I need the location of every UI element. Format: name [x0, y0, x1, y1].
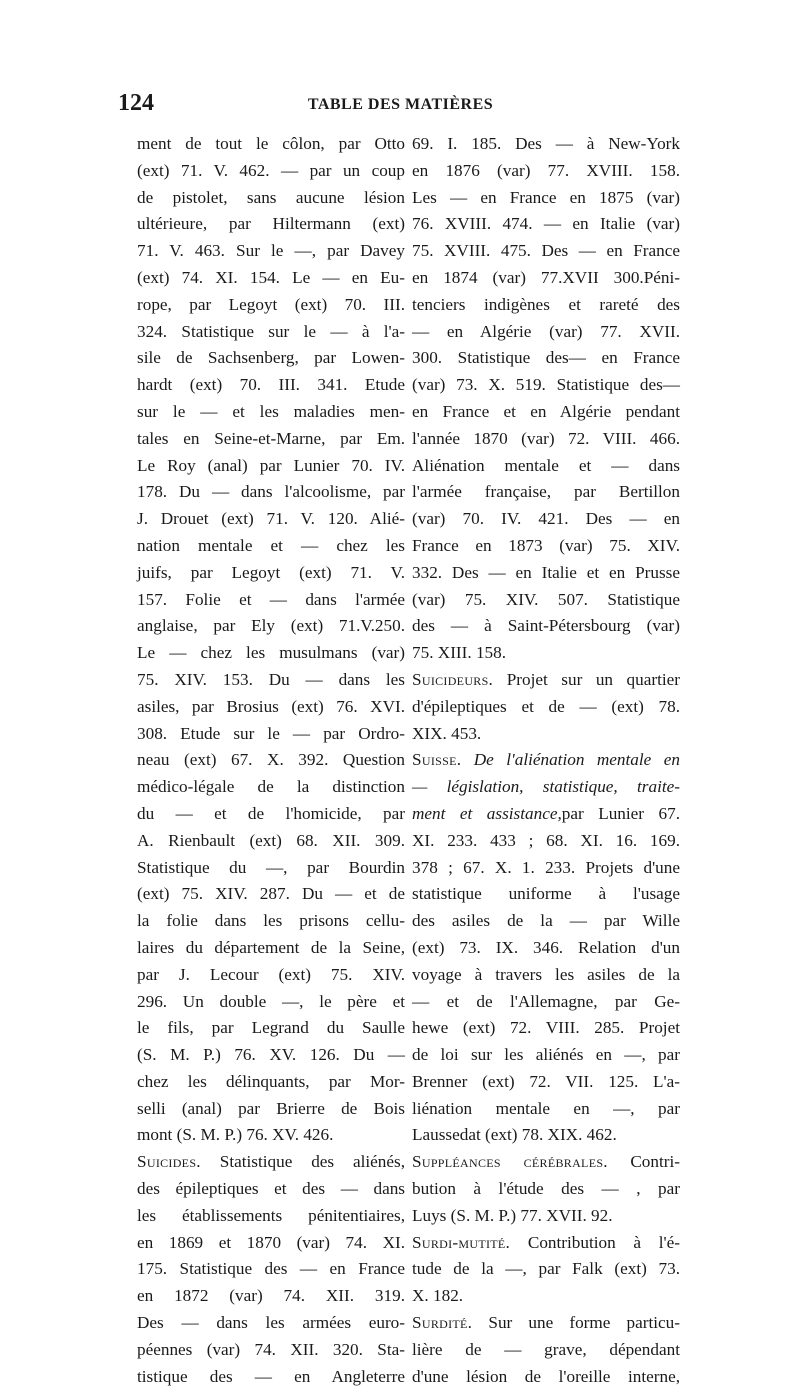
text-line: XI. 233. 433 ; 68. XI. 16. 169.	[412, 830, 680, 850]
text-line: Le Roy (anal) par Lunier 70. IV.	[137, 455, 405, 475]
text-line: du — et de l'homicide, par	[137, 803, 405, 823]
text-line: selli (anal) par Brierre de Bois	[137, 1098, 405, 1118]
text-line: les établissements pénitentiaires,	[137, 1205, 405, 1225]
text-line: bution à l'étude des — , par	[412, 1179, 680, 1199]
text-line: de loi sur les aliénés en —, par	[412, 1045, 680, 1065]
text-line: 178. Du — dans l'alcoolisme, par	[137, 482, 405, 502]
entry-surdite	[412, 1310, 680, 1337]
text-line: Brenner (ext) 72. VII. 125. L'a-	[412, 1071, 680, 1091]
text-line: 75. XIII. 158.	[412, 643, 507, 663]
text-line: 324. Statistique sur le — à l'a-	[137, 321, 405, 341]
text-line: 296. Un double —, le père et	[137, 991, 405, 1011]
text-line: des épileptiques et des — dans	[137, 1179, 405, 1199]
text-line: XIX. 453.	[412, 723, 482, 743]
text-line: (var) 75. XIV. 507. Statistique	[412, 589, 680, 609]
text-line: 175. Statistique des — en France	[137, 1259, 405, 1279]
entry-heading: Surdité.	[412, 1313, 473, 1333]
text-line: l'année 1870 (var) 72. VIII. 466.	[412, 428, 680, 448]
text-line: en 1869 et 1870 (var) 74. XI.	[137, 1232, 405, 1252]
text-line: 75. XVIII. 475. Des — en France	[412, 241, 680, 261]
entry-suppleances	[412, 1149, 680, 1176]
text-line: d'une lésion de l'oreille interne,	[412, 1366, 680, 1386]
text-line: Aliénation mentale et — dans	[412, 455, 680, 475]
text-line: liénation mentale en —, par	[412, 1098, 680, 1118]
text-line: anglaise, par Ely (ext) 71.V.250.	[137, 616, 405, 636]
text-line: Statistique du —, par Bourdin	[137, 857, 405, 877]
text-line: tude de la —, par Falk (ext) 73.	[412, 1259, 680, 1279]
entry-suicides	[137, 1149, 405, 1176]
text-line: (ext) 71. V. 462. — par un coup	[137, 160, 405, 180]
text-line: (ext) 73. IX. 346. Relation d'un	[412, 937, 680, 957]
text-line: ultérieure, par Hiltermann (ext)	[137, 214, 405, 234]
text-line: l'armée française, par Bertillon	[412, 482, 680, 502]
text-line: 71. V. 463. Sur le —, par Davey	[137, 241, 405, 261]
text-line: Luys (S. M. P.) 77. XVII. 92.	[412, 1205, 613, 1225]
text-line: 332. Des — en Italie et en Prusse	[412, 562, 680, 582]
entry-suicideurs	[412, 667, 680, 694]
text-line: de pistolet, sans aucune lésion	[137, 187, 405, 207]
text-line: lière de — grave, dépendant	[412, 1339, 680, 1359]
text-line: médico-légale de la distinction	[137, 777, 405, 797]
text-line: A. Rienbault (ext) 68. XII. 309.	[137, 830, 405, 850]
text-line: des — à Saint-Pétersbourg (var)	[412, 616, 680, 636]
text-line: J. Drouet (ext) 71. V. 120. Alié-	[137, 509, 405, 529]
text-line: Des — dans les armées euro-	[137, 1313, 405, 1333]
text-line: — et de l'Allemagne, par Ge-	[412, 991, 680, 1011]
entry-text: Statistique des aliénés,	[200, 1152, 405, 1172]
text-line: chez les délinquants, par Mor-	[137, 1071, 405, 1091]
page-number: 124	[118, 90, 154, 116]
text-line: la folie dans les prisons cellu-	[137, 911, 405, 931]
text-line: Le — chez les musulmans (var)	[137, 643, 405, 663]
entry-surdimutite	[412, 1230, 680, 1257]
text-line: hardt (ext) 70. III. 341. Etude	[137, 375, 405, 395]
text-line: 300. Statistique des— en France	[412, 348, 680, 368]
text-line: statistique uniforme à l'usage	[412, 884, 680, 904]
text-line: sur le — et les maladies men-	[137, 401, 405, 421]
text-line: 69. I. 185. Des — à New-York	[412, 134, 680, 153]
text-line: 157. Folie et — dans l'armée	[137, 589, 405, 609]
text-line: Laussedat (ext) 78. XIX. 462.	[412, 1125, 617, 1145]
text-line: tales en Seine-et-Marne, par Em.	[137, 428, 405, 448]
text-line	[412, 801, 680, 828]
text-line: (ext) 75. XIV. 287. Du — et de	[137, 884, 405, 904]
text-line: 308. Etude sur le — par Ordro-	[137, 723, 405, 743]
entry-suisse	[412, 747, 680, 774]
running-title: TABLE DES MATIÈRES	[307, 96, 494, 113]
text-line: d'épileptiques et de — (ext) 78.	[412, 696, 680, 716]
text-line: (ext) 74. XI. 154. Le — en Eu-	[137, 267, 405, 287]
text-line: par J. Lecour (ext) 75. XIV.	[137, 964, 405, 984]
page-header	[118, 90, 683, 130]
text-line: en France et en Algérie pendant	[412, 401, 680, 421]
text-line: tistique des — en Angleterre	[137, 1366, 405, 1386]
entry-text: Sur une forme particu-	[472, 1313, 680, 1333]
right-column	[412, 131, 680, 1390]
text-line: — législation, statistique, traite-	[412, 777, 680, 797]
entry-heading: Surdi-mutité.	[412, 1232, 511, 1252]
entry-text: Projet sur un quartier	[493, 669, 680, 689]
text-line: laires du département de la Seine,	[137, 937, 405, 957]
text-line: hewe (ext) 72. VIII. 285. Projet	[412, 1018, 680, 1038]
left-column	[137, 131, 405, 1390]
text-line: neau (ext) 67. X. 392. Question	[137, 750, 405, 770]
entry-text: Contribution à l'é-	[510, 1232, 680, 1252]
text-line: France en 1873 (var) 75. XIV.	[412, 535, 680, 555]
text-line: nation mentale et — chez les	[137, 535, 405, 555]
text-line: en 1876 (var) 77. XVIII. 158.	[412, 160, 680, 180]
entry-heading: Suisse.	[412, 750, 462, 770]
text-line: (var) 70. IV. 421. Des — en	[412, 509, 680, 529]
text-line: tenciers indigènes et rareté des	[412, 294, 680, 314]
text-line: 75. XIV. 153. Du — dans les	[137, 669, 405, 689]
entry-heading: Suicides.	[137, 1152, 201, 1172]
text-line: en 1872 (var) 74. XII. 319.	[137, 1286, 405, 1306]
text-line: (var) 73. X. 519. Statistique des—	[412, 375, 680, 395]
entry-heading: Suppléances cérébrales.	[412, 1152, 608, 1172]
text-line: juifs, par Legoyt (ext) 71. V.	[137, 562, 405, 582]
text-line: — en Algérie (var) 77. XVII.	[412, 321, 680, 341]
text-line: rope, par Legoyt (ext) 70. III.	[137, 294, 405, 314]
entry-text: Contri-	[607, 1152, 680, 1172]
text-line: asiles, par Brosius (ext) 76. XVI.	[137, 696, 405, 716]
entry-text: De l'aliénation mentale en	[461, 750, 680, 770]
text-line: Les — en France en 1875 (var)	[412, 187, 680, 207]
text-line: le fils, par Legrand du Saulle	[137, 1018, 405, 1038]
text-line: péennes (var) 74. XII. 320. Sta-	[137, 1339, 405, 1359]
text-line: 76. XVIII. 474. — en Italie (var)	[412, 214, 680, 234]
italic-text: ment et assistance,	[412, 803, 562, 823]
text-line: sile de Sachsenberg, par Lowen-	[137, 348, 405, 368]
text-line: ment de tout le côlon, par Otto	[137, 134, 405, 153]
text-line: voyage à travers les asiles de la	[412, 964, 680, 984]
text-line: 378 ; 67. X. 1. 233. Projets d'une	[412, 857, 680, 877]
entry-heading: Suicideurs.	[412, 669, 494, 689]
text-line: (S. M. P.) 76. XV. 126. Du —	[137, 1045, 405, 1065]
text-line: mont (S. M. P.) 76. XV. 426.	[137, 1125, 334, 1145]
entry-text: par Lunier 67.	[561, 803, 680, 823]
text-line: des asiles de la — par Wille	[412, 911, 680, 931]
text-line: en 1874 (var) 77.XVII 300.Péni-	[412, 267, 680, 287]
text-line: X. 182.	[412, 1286, 464, 1306]
